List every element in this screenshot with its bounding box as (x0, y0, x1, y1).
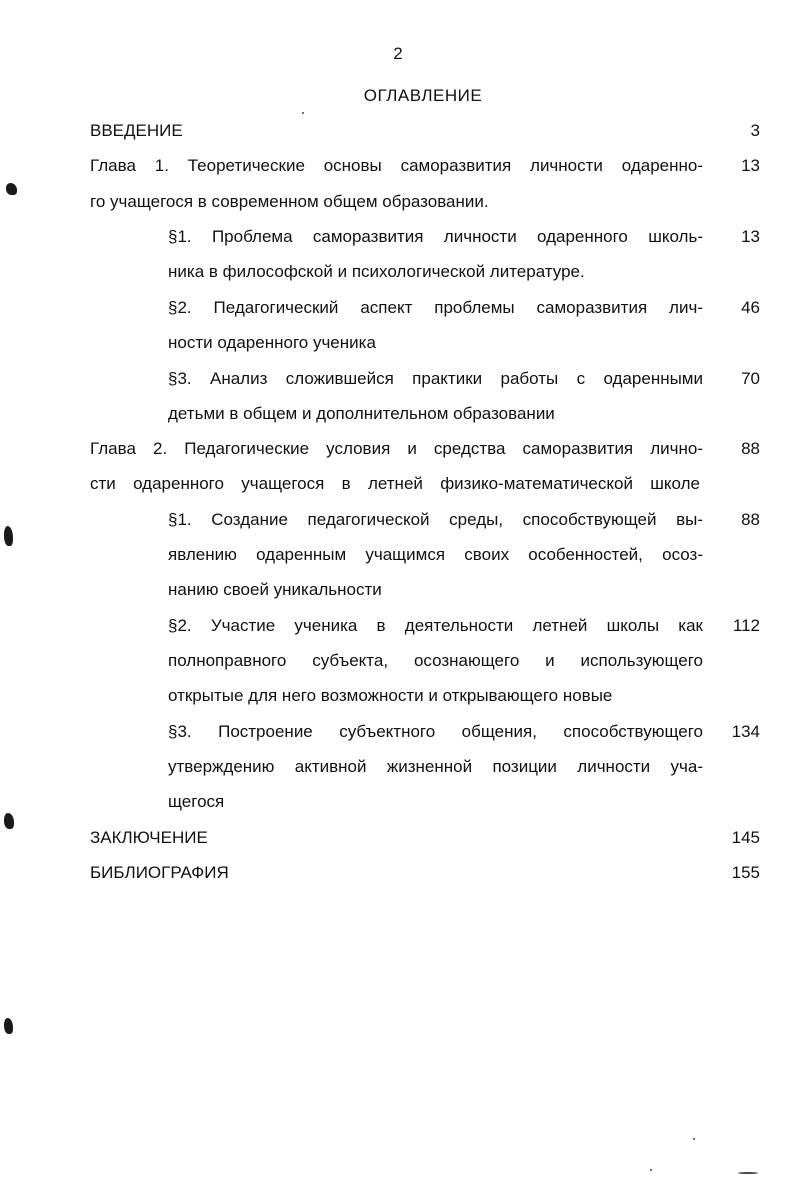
toc-entry-text: БИБЛИОГРАФИЯ (90, 863, 229, 882)
scan-speck (650, 1169, 652, 1171)
toc-entry-page: 3 (750, 121, 760, 140)
toc-entry-text: ности одаренного ученика (168, 333, 376, 352)
toc-entry-page: 155 (731, 863, 760, 882)
toc-entry-text: §2. Участие ученика в деятельности летней школы как (168, 616, 703, 635)
page-number: 2 (393, 44, 403, 63)
toc-entry-text: открытые для него возможности и открывающего новые (168, 686, 613, 705)
toc-entry-text: сти одаренного учащегося в летней физико-математической школе (90, 474, 700, 493)
toc-entry-text: Глава 2. Педагогические условия и средства саморазвития лично- (90, 439, 703, 458)
toc-entry-text: го учащегося в современном общем образовании. (90, 192, 489, 211)
toc-entry-page: 70 (741, 369, 760, 388)
scan-speck (738, 1172, 758, 1174)
toc-entry-text: утверждению активной жизненной позиции личности уча- (168, 757, 703, 776)
scan-artifact (4, 526, 13, 546)
toc-entry-text: ВВЕДЕНИЕ (90, 121, 183, 140)
toc-entry-page: 112 (732, 616, 760, 635)
toc-entry-page: 13 (741, 227, 760, 246)
toc-entry-text: §3. Анализ сложившейся практики работы с одаренными (168, 369, 703, 388)
toc-entry-page: 134 (731, 722, 760, 741)
toc-entry-page: 88 (741, 510, 760, 529)
toc-entry-text: Глава 1. Теоретические основы саморазвития личности одаренно- (90, 156, 703, 175)
toc-entry-text: ника в философской и психологической литературе. (168, 262, 585, 281)
scan-artifact (4, 1018, 13, 1034)
toc-entry-page: 88 (741, 439, 760, 458)
toc-entry-text: §2. Педагогический аспект проблемы саморазвития лич- (168, 298, 703, 317)
toc-entry-text: §3. Построение субъектного общения, способствующего (168, 722, 703, 741)
toc-entry-page: 13 (741, 156, 760, 175)
toc-title: ОГЛАВЛЕНИЕ (363, 86, 483, 105)
scan-artifact (6, 183, 17, 195)
toc-entry-text: полноправного субъекта, осознающего и использующего (168, 651, 703, 670)
toc-entry-text: ЗАКЛЮЧЕНИЕ (90, 828, 208, 847)
scan-speck (693, 1138, 695, 1140)
toc-entry-page: 145 (731, 828, 760, 847)
toc-entry-page: 46 (741, 298, 760, 317)
toc-entry-text: явлению одаренным учащимся своих особенностей, осоз- (168, 545, 703, 564)
toc-entry-text: нанию своей уникальности (168, 580, 382, 599)
toc-entry-text: §1. Проблема саморазвития личности одаренного школь- (168, 227, 703, 246)
scan-speck (302, 112, 304, 114)
toc-entry-text: щегося (168, 792, 225, 811)
toc-entry-text: детьми в общем и дополнительном образовании (168, 404, 555, 423)
scan-artifact (4, 813, 14, 829)
toc-entry-text: §1. Создание педагогической среды, способствующей вы- (168, 510, 703, 529)
